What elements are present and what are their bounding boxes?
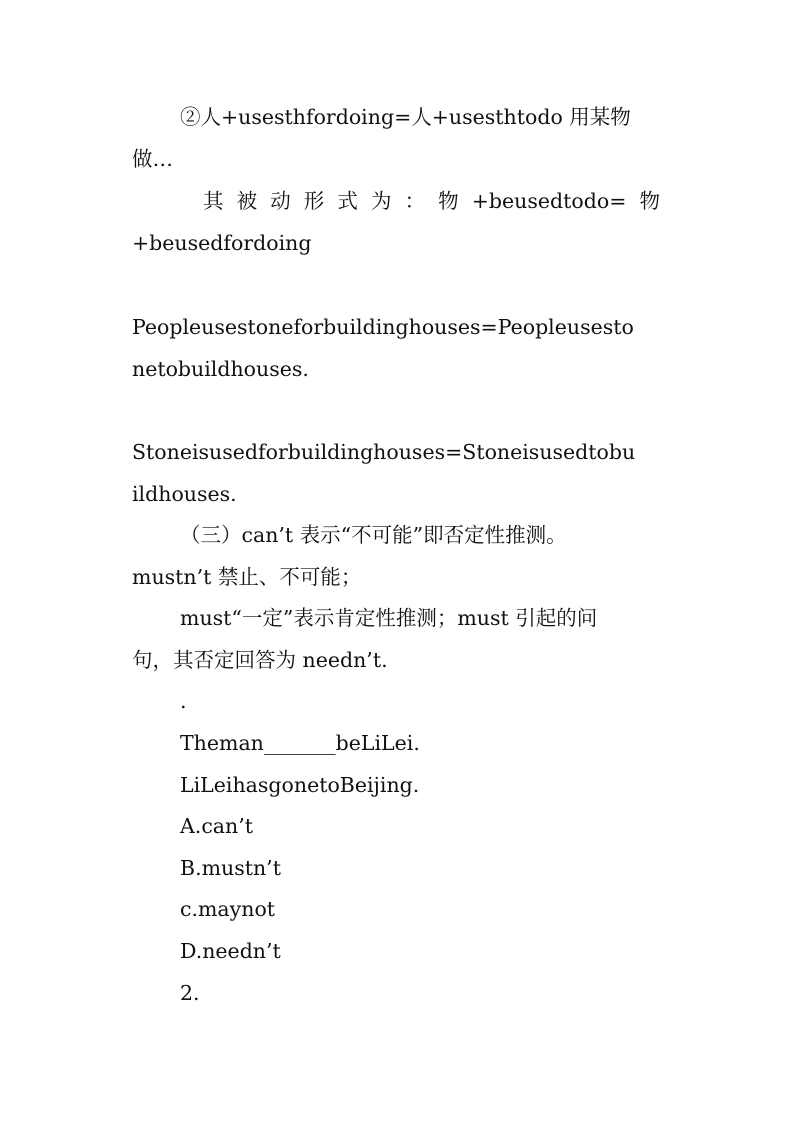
section-3-line-2: mustn’t 禁止、不可能； (132, 565, 362, 589)
section-3-line-4: 句，其否定回答为 needn’t. (132, 648, 388, 672)
example-2-line-1: Stoneisusedforbuildinghouses=Stoneisusedtobu (132, 440, 636, 464)
passive-char: 物 (639, 189, 660, 213)
rule-2-line-2: 做… (132, 147, 173, 171)
passive-char: ： (404, 189, 426, 213)
passive-form-line-2: +beusedfordoing (132, 231, 312, 255)
passive-char: 形 (303, 189, 325, 213)
passive-char: 动 (270, 189, 291, 213)
rule-2-line-1: ②人+usesthfordoing=人+usesthtodo 用某物 (180, 105, 631, 129)
option-c: c.maynot (180, 897, 276, 921)
example-2-line-2: ildhouses. (132, 482, 237, 506)
exercise-bullet: . (180, 689, 187, 713)
next-question-number: 2. (180, 981, 200, 1005)
passive-form-line (203, 191, 660, 212)
option-b: B.mustn’t (180, 856, 281, 880)
passive-char: 物 (438, 189, 459, 213)
example-1-line-2: netobuildhouses. (132, 357, 309, 381)
option-a: A.can’t (180, 814, 253, 838)
exercise-question: Theman_______beLiLei. (180, 731, 420, 755)
option-d: D.needn’t (180, 939, 281, 963)
section-3-line-1: （三）can’t 表示“不可能”即否定性推测。 (180, 523, 567, 547)
passive-char: +beusedtodo= (471, 189, 627, 213)
passive-char: 其 (203, 189, 224, 213)
passive-char: 被 (236, 189, 258, 213)
passive-char: 式 (337, 189, 358, 213)
passive-char: 为 (370, 189, 392, 213)
exercise-context: LiLeihasgonetoBeijing. (180, 773, 420, 797)
section-3-line-3: must“一定”表示肯定性推测；must 引起的问 (180, 606, 598, 630)
example-1-line-1: Peopleusestoneforbuildinghouses=Peopleusesto (132, 315, 634, 339)
